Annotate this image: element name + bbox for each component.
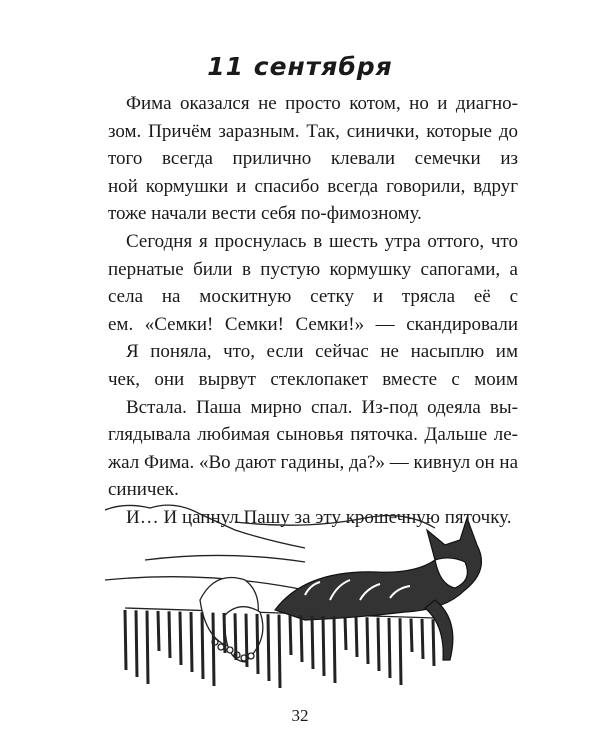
- hill-right: [235, 516, 435, 528]
- text-line: И… И цапнул Пашу за эту крошечную пяточку.: [126, 506, 512, 528]
- drip-line: [389, 618, 390, 678]
- drip-line: [213, 613, 214, 686]
- text-line: пернатые били в пустую кормушку сапогами, а: [108, 258, 518, 280]
- drip-line: [279, 615, 280, 688]
- text-line: глядывала любимая сыновья пяточка. Дальше ле-: [108, 424, 518, 446]
- drip-line: [136, 610, 137, 677]
- text-line: зом. Причём заразным. Так, синички, которые до: [108, 120, 518, 142]
- drip-line: [268, 614, 269, 681]
- drip-line: [290, 615, 291, 655]
- drip-line: [334, 616, 335, 683]
- text-line: ем. «Семки! Семки! Семки!» — скандировали: [108, 313, 518, 335]
- text-line: того всегда прилично клевали семечки из: [108, 148, 518, 170]
- drip-line: [345, 617, 346, 650]
- text-line: синичек.: [108, 479, 179, 501]
- drip-line: [191, 612, 192, 672]
- drip-line: [422, 619, 423, 659]
- drip-line: [312, 616, 313, 669]
- drip-line: [169, 611, 170, 658]
- drip-line: [367, 617, 368, 664]
- text-line: села на москитную сетку и трясла её с: [108, 286, 518, 308]
- illustration-cat-on-bed: [105, 500, 515, 700]
- text-line: Фима оказался не просто котом, но и диагно-: [126, 93, 518, 114]
- body-text: [108, 90, 518, 532]
- drip-line: [411, 619, 412, 652]
- drip-line: [433, 619, 434, 666]
- text-line: тоже начали вести себя по-фимозному.: [108, 203, 422, 225]
- hill-left: [105, 505, 305, 548]
- text-line: чек, они вырвут стеклопакет вместе с моим: [108, 368, 518, 390]
- chapter-title: 11 сентября: [207, 52, 393, 81]
- text-line: Сегодня я проснулась в шесть утра оттого, что: [126, 230, 518, 252]
- drip-line: [378, 618, 379, 671]
- drip-line: [180, 612, 181, 665]
- drip-line: [158, 611, 159, 651]
- page-number: 32: [291, 706, 309, 725]
- drip-line: [323, 616, 324, 676]
- drip-line: [147, 611, 148, 684]
- drip-line: [301, 615, 302, 662]
- drip-line: [246, 614, 247, 667]
- drip-line: [356, 617, 357, 657]
- feet: [200, 578, 263, 663]
- text-line: жал Фима. «Во дают гадины, да?» — кивнул он на: [108, 451, 518, 473]
- drip-line: [125, 610, 126, 670]
- text-line: ной кормушки и спасибо всегда говорили, вдруг: [108, 175, 518, 197]
- bed-drips: [125, 610, 434, 688]
- drip-line: [235, 613, 236, 660]
- drip-line: [202, 612, 203, 679]
- drip-line: [400, 618, 401, 685]
- text-line: Встала. Паша мирно спал. Из-под одеяла вы-: [126, 396, 518, 418]
- drip-line: [224, 613, 225, 653]
- drip-line: [257, 614, 258, 674]
- text-line: Я поняла, что, если сейчас не насыплю им: [126, 341, 518, 363]
